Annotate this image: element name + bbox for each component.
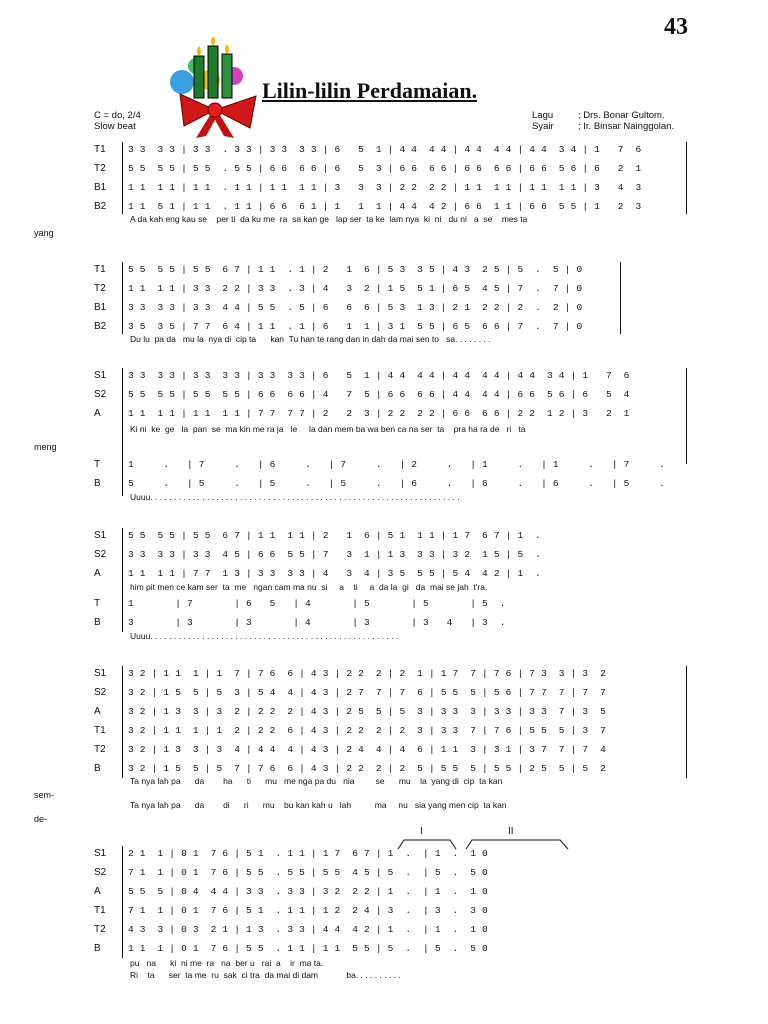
notation-row: 7 1 1 | 0 1 7 6 | 5 1 . 1 1 | 1 2 2 4 | 3 . | 3 . 3 0 — [128, 905, 488, 916]
lyric-line: A da kah eng kau se per ti da ku me ra sa kan ge lap ser ta ke lam nya ki ni du ni a se mes ta — [130, 214, 528, 224]
lyric-line: Ri ta ser ta me ru sak ci tra da mai di dam ba. . . . . . . . . . — [130, 970, 401, 980]
voice-label: T2 — [94, 163, 106, 174]
notation-row: 5 5 5 5 | 5 5 6 7 | 1 1 1 1 | 2 1 6 | 5 1 1 1 | 1 7 6 7 | 1 . — [128, 530, 542, 541]
notation-row: 3 3 3 3 | 3 3 4 4 | 5 5 . 5 | 6 6 6 | 5 3 1 3 | 2 1 2 2 | 2 . 2 | 0 — [128, 302, 583, 313]
lyric-line: Du lu pa da mu la nya di cip ta kan Tu han te rang dan in dah da mai sen to sa. . . . . . . . — [130, 334, 491, 344]
lyric-line: Uuuu. . . . . . . . . . . . . . . . . . . . . . . . . . . . . . . . . . . . . . . . . . . . . . . . . . . . . — [130, 631, 399, 641]
voice-label: B — [94, 478, 101, 489]
notation-row: 3 2 | 1 3 3 | 3 2 | 2 2 2 | 4 3 | 2 5 5 | 5 3 | 3 3 3 | 3 3 | 3 3 7 | 3 5 — [128, 706, 606, 717]
notation-row: 3 3 3 3 | 3 3 . 3 3 | 3 3 3 3 | 6 5 1 | 4 4 4 4 | 4 4 4 4 | 4 4 3 4 | 1 7 6 — [128, 144, 642, 155]
lyric-line: Ta nya lah pa da ha ti mu me nga pa du nia se mu la yang di cip ta kan — [130, 776, 503, 786]
notation-row: 3 2 | 1 5 5 | 5 7 | 7 6 6 | 4 3 | 2 2 2 | 2 5 | 5 5 5 | 5 5 | 2 5 5 | 5 2 — [128, 763, 606, 774]
tempo-marking: Slow beat — [94, 121, 136, 132]
notation-row: 7 1 1 | 0 1 7 6 | 5 5 . 5 5 | 5 5 4 5 | 5 . | 5 . 5 0 — [128, 867, 488, 878]
voice-label: T — [94, 598, 101, 609]
voice-label: T1 — [94, 725, 106, 736]
composer-label: Lagu — [532, 110, 554, 121]
voice-label: T1 — [94, 905, 106, 916]
lyric-line: pu na ki ni me ra na ber u rai a ir ma ta. — [130, 958, 324, 968]
notation-row: 2 1 1 | 0 1 7 6 | 5 1 . 1 1 | 1 7 6 7 | 1 . | 1 . 1 0 — [128, 848, 488, 859]
notation-row: 5 5 5 5 | 5 5 6 7 | 1 1 . 1 | 2 1 6 | 5 3 3 5 | 4 3 2 5 | 5 . 5 | 0 — [128, 264, 583, 275]
volta-first-ending: I — [420, 826, 423, 837]
voice-label: S2 — [94, 867, 107, 878]
candles-ribbon-illustration — [160, 30, 270, 140]
voice-label: T2 — [94, 744, 106, 755]
voice-label: S2 — [94, 549, 107, 560]
notation-row: 3 3 3 3 | 3 3 4 5 | 6 6 5 5 | 7 3 1 | 1 3 3 3 | 3 2 1 5 | 5 . — [128, 549, 542, 560]
voice-label: S1 — [94, 668, 107, 679]
voice-label: A — [94, 706, 101, 717]
song-title: Lilin-lilin Perdamaian. — [262, 78, 478, 103]
voice-label: B1 — [94, 182, 107, 193]
lyric-line: him pit men ce kam ser ta me ngan cam ma nu si a ti a da la gi da mai se jah t'ra. — [130, 582, 488, 592]
voice-label: S2 — [94, 389, 107, 400]
lyric-line: Uuuu. . . . . . . . . . . . . . . . . . . . . . . . . . . . . . . . . . . . . . . . . . . . . . . . . . . . . . . . . . . . . . . . . . — [130, 492, 460, 502]
notation-row: 3 5 3 5 | 7 7 6 4 | 1 1 . 1 | 6 1 1 | 3 1 5 5 | 6 5 6 6 | 7 . 7 | 0 — [128, 321, 583, 332]
voice-label: B — [94, 943, 101, 954]
line-continuation: sem- — [34, 790, 54, 800]
voice-label: T1 — [94, 144, 106, 155]
notation-row: 1 1 5 1 | 1 1 . 1 1 | 6 6 6 1 | 1 1 1 | 4 4 4 2 | 6 6 1 1 | 6 6 5 5 | 1 2 3 — [128, 201, 642, 212]
voice-label: S1 — [94, 530, 107, 541]
voice-label: B2 — [94, 321, 107, 332]
notation-row: 1 | 7 | 6 5 | 4 | 5 | 5 | 5 . — [128, 598, 506, 609]
notation-row: 5 5 5 5 | 5 5 5 5 | 6 6 6 6 | 4 7 5 | 6 6 6 6 | 4 4 4 4 | 6 6 5 6 | 6 5 4 — [128, 389, 630, 400]
voice-label: B1 — [94, 302, 107, 313]
notation-row: 5 . | 5 . | 5 . | 5 . | 6 . | 6 . | 6 . | 5 . — [128, 478, 665, 489]
notation-row: 1 1 1 1 | 7 7 1 3 | 3 3 3 3 | 4 3 4 | 3 5 5 5 | 5 4 4 2 | 1 . — [128, 568, 542, 579]
notation-row: 3 2 | 1 5 5 | 5 3 | 5 4 4 | 4 3 | 2 7 7 | 7 6 | 5 5 5 | 5 6 | 7 7 7 | 7 7 — [128, 687, 606, 698]
voice-label: T1 — [94, 264, 106, 275]
key-signature: C = do, 2/4 — [94, 110, 141, 121]
notation-row: 3 2 | 1 1 1 | 1 2 | 2 2 6 | 4 3 | 2 2 2 | 2 3 | 3 3 7 | 7 6 | 5 5 5 | 3 7 — [128, 725, 606, 736]
notation-row: 1 1 1 1 | 1 1 . 1 1 | 1 1 1 1 | 3 3 3 | 2 2 2 2 | 1 1 1 1 | 1 1 1 1 | 3 4 3 — [128, 182, 642, 193]
notation-row: 3 3 3 3 | 3 3 3 3 | 3 3 3 3 | 6 5 1 | 4 4 4 4 | 4 4 4 4 | 4 4 3 4 | 1 7 6 — [128, 370, 630, 381]
voice-label: T2 — [94, 924, 106, 935]
line-continuation: de- — [34, 814, 48, 824]
notation-row: 3 | 3 | 3 | 4 | 3 | 3 4 | 3 . — [128, 617, 506, 628]
voice-label: A — [94, 408, 101, 419]
notation-row: 1 1 1 | 0 1 7 6 | 5 5 . 1 1 | 1 1 5 5 | 5 . | 5 . 5 0 — [128, 943, 488, 954]
voice-label: S2 — [94, 687, 107, 698]
composer-name: ; Drs. Bonar Gultom. — [578, 110, 665, 121]
voice-label: S1 — [94, 370, 107, 381]
lyric-line: Ta nya lah pa da di ri mu bu kan kah u lah ma nu sia yang men cip ta kan — [130, 800, 507, 810]
notation-row: 1 . | 7 . | 6 . | 7 . | 2 . | 1 . | 1 . | 7 . — [128, 459, 665, 470]
voice-label: A — [94, 886, 101, 897]
notation-row: 5 5 5 | 0 4 4 4 | 3 3 . 3 3 | 3 2 2 2 | 1 . | 1 . 1 0 — [128, 886, 488, 897]
page-number: 43 — [664, 14, 688, 40]
voice-label: B — [94, 763, 101, 774]
volta-second-ending: II — [508, 826, 514, 837]
voice-label: T — [94, 459, 101, 470]
lyricist-name: ; Ir. Binsar Nainggolan. — [578, 121, 675, 132]
notation-row: 1 1 1 1 | 1 1 1 1 | 7 7 7 7 | 2 2 3 | 2 2 2 2 | 6 6 6 6 | 2 2 1 2 | 3 2 1 — [128, 408, 630, 419]
voice-label: B2 — [94, 201, 107, 212]
notation-row: 3 2 | 1 1 1 | 1 7 | 7 6 6 | 4 3 | 2 2 2 | 2 1 | 1 7 7 | 7 6 | 7 3 3 | 3 2 — [128, 668, 606, 679]
voice-label: B — [94, 617, 101, 628]
lyricist-label: Syair — [532, 121, 554, 132]
notation-row: 3 2 | 1 3 3 | 3 4 | 4 4 4 | 4 3 | 2 4 4 | 4 6 | 1 1 3 | 3 1 | 3 7 7 | 7 4 — [128, 744, 606, 755]
voice-label: S1 — [94, 848, 107, 859]
notation-row: 5 5 5 5 | 5 5 . 5 5 | 6 6 6 6 | 6 5 3 | 6 6 6 6 | 6 6 6 6 | 6 6 5 6 | 6 2 1 — [128, 163, 642, 174]
line-continuation: yang — [34, 228, 54, 238]
lyric-line: Ki ni ke ge la pan se ma kin me ra ja le la dan mem ba wa ben ca na ser ta pra ha ra de ri ta — [130, 424, 526, 434]
line-continuation: meng — [34, 442, 57, 452]
voice-label: A — [94, 568, 101, 579]
voice-label: T2 — [94, 283, 106, 294]
notation-row: 1 1 1 1 | 3 3 2 2 | 3 3 . 3 | 4 3 2 | 1 5 5 1 | 6 5 4 5 | 7 . 7 | 0 — [128, 283, 583, 294]
notation-row: 4 3 3 | 0 3 2 1 | 1 3 . 3 3 | 4 4 4 2 | 1 . | 1 . 1 0 — [128, 924, 488, 935]
